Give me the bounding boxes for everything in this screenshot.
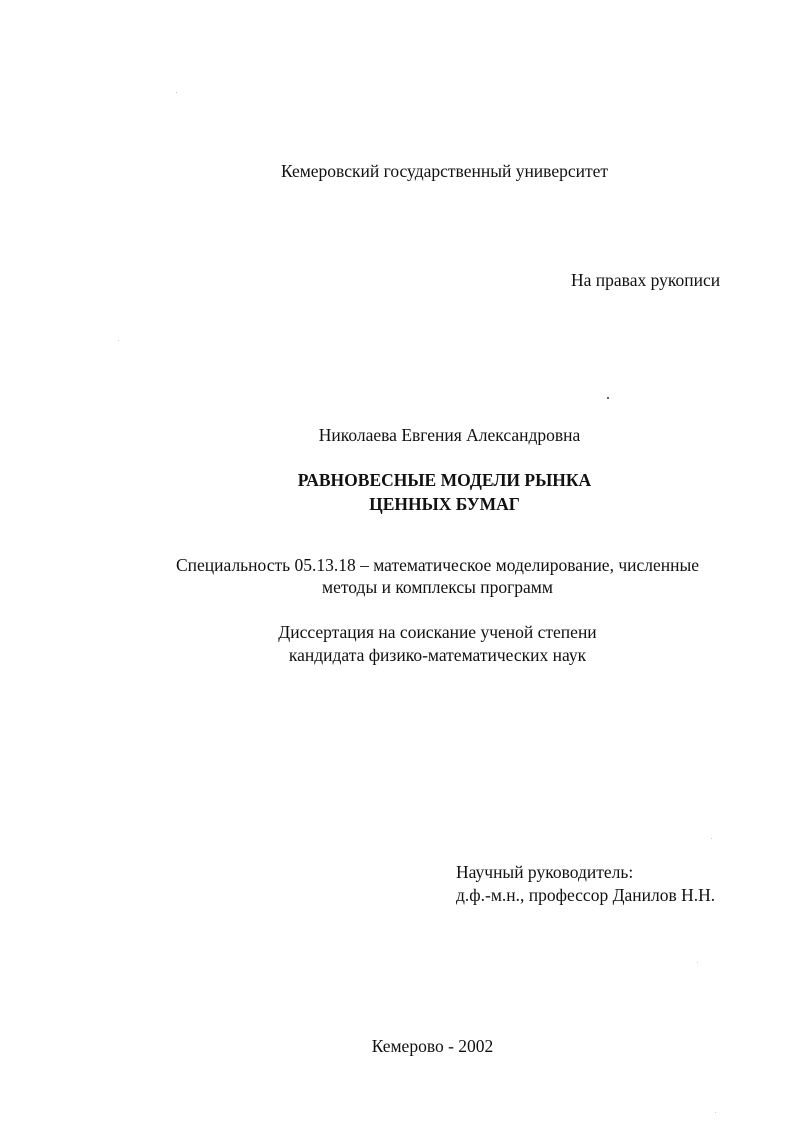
specialty-line-2: методы и комплексы программ [322,577,553,597]
scan-speck [697,962,698,963]
degree-block [41,621,793,667]
degree-line-2: кандидата физико-математических наук [288,645,587,665]
city-year: Кемерово - 2002 [371,1036,494,1056]
scan-speck [711,838,712,839]
scan-speck [607,397,609,399]
specialty-block [41,554,793,598]
supervisor-name: д.ф.-м.н., профессор Данилов Н.Н. [456,885,716,905]
degree-line-1: Диссертация на соискание ученой степени [278,622,597,642]
rights-note: На правах рукописи [571,270,721,290]
university-name: Кемеровский государственный университет [280,161,609,181]
supervisor-block [456,861,715,907]
title-line-1: РАВНОВЕСНЫЕ МОДЕЛИ РЫНКА [297,470,592,490]
supervisor-label: Научный руководитель: [456,862,634,882]
dissertation-title [48,468,793,516]
scan-speck [715,1112,716,1113]
title-line-2: ЦЕННЫХ БУМАГ [369,494,520,514]
scan-speck [176,92,177,93]
scan-speck [118,340,119,341]
author-name: Николаева Евгения Александровна [318,425,581,445]
specialty-line-1: Специальность 05.13.18 – математическое моделирование, численные [175,555,700,575]
